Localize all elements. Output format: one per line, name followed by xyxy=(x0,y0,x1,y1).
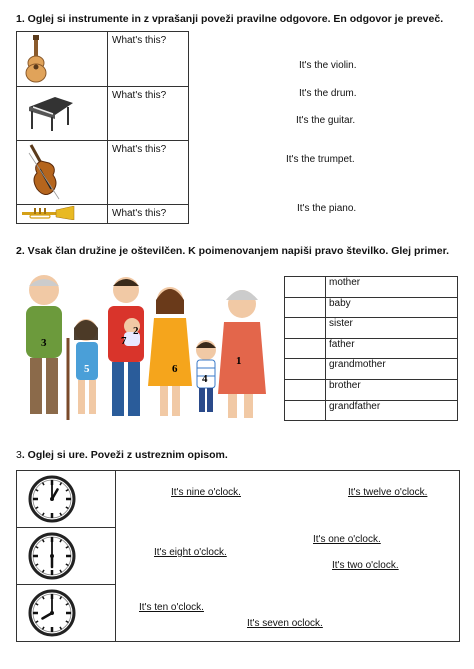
clock-icon xyxy=(22,473,82,525)
phrase-nine: It's nine o'clock. xyxy=(171,487,241,498)
family-number: 7 xyxy=(121,335,127,347)
image-cell xyxy=(17,87,108,141)
image-cell xyxy=(17,141,108,205)
answer-violin: It's the violin. xyxy=(299,60,357,71)
family-number: 1 xyxy=(236,355,242,367)
clock-cell xyxy=(17,471,115,528)
piano-icon xyxy=(25,93,77,133)
answer-guitar: It's the guitar. xyxy=(296,115,356,126)
image-cell xyxy=(17,205,108,224)
violin-icon xyxy=(25,143,61,201)
section1-heading: 1. Oglej si instrumente in z vprašanji poveži pravilne odgovore. En odgovor je preveč. xyxy=(16,13,444,25)
question-cell: What's this? xyxy=(108,32,189,87)
family-illustration xyxy=(14,268,272,426)
phrase-ten: It's ten o'clock. xyxy=(139,602,204,613)
number-cell[interactable] xyxy=(285,297,326,318)
question-cell: What's this? xyxy=(108,141,189,205)
family-number: 5 xyxy=(84,363,90,375)
question-cell: What's this? xyxy=(108,205,189,224)
phrase-twelve: It's twelve o'clock. xyxy=(348,487,428,498)
number-cell[interactable] xyxy=(285,318,326,339)
word-cell: brother xyxy=(326,379,458,400)
word-cell: mother xyxy=(326,277,458,298)
phrase-two: It's two o'clock. xyxy=(332,560,399,571)
clock-center xyxy=(50,611,54,615)
number-cell[interactable] xyxy=(285,277,326,298)
phrase-eight: It's eight o'clock. xyxy=(154,547,227,558)
clock-cell xyxy=(17,585,115,641)
number-cell[interactable] xyxy=(285,359,326,380)
word-cell: sister xyxy=(326,318,458,339)
word-cell: father xyxy=(326,338,458,359)
answer-piano: It's the piano. xyxy=(297,203,357,214)
number-cell[interactable] xyxy=(285,379,326,400)
question-cell: What's this? xyxy=(108,87,189,141)
family-number: 4 xyxy=(202,373,208,385)
word-cell: grandfather xyxy=(326,400,458,421)
clock-center xyxy=(50,497,54,501)
word-cell: baby xyxy=(326,297,458,318)
section3-text: . Oglej si ure. Poveži z ustreznim opisom. xyxy=(21,449,228,461)
guitar-icon xyxy=(21,35,51,83)
clock-cell xyxy=(17,528,115,585)
phrase-seven: It's seven oclock. xyxy=(247,618,323,629)
phrase-one: It's one o'clock. xyxy=(313,534,381,545)
number-cell[interactable] xyxy=(285,338,326,359)
family-number: 3 xyxy=(41,337,47,349)
clock-icon xyxy=(22,530,82,582)
family-words-table xyxy=(284,276,458,421)
image-cell xyxy=(17,32,108,87)
answer-trumpet: It's the trumpet. xyxy=(286,154,355,165)
section3-number: 3 xyxy=(16,449,22,461)
clock-matching-box xyxy=(16,470,460,642)
section2-heading: 2. Vsak član družine je oštevilčen. K poimenovanjem napiši pravo številko. Glej primer. xyxy=(16,245,449,257)
clock-icon xyxy=(22,587,82,639)
section3-heading xyxy=(16,449,228,461)
clock-column xyxy=(17,471,116,641)
word-cell: grandmother xyxy=(326,359,458,380)
trumpet-icon xyxy=(20,206,76,220)
number-cell[interactable] xyxy=(285,400,326,421)
instrument-table xyxy=(16,31,189,224)
family-number: 6 xyxy=(172,363,178,375)
family-number: 2 xyxy=(133,325,139,337)
answer-drum: It's the drum. xyxy=(299,88,357,99)
clock-center xyxy=(50,554,54,558)
